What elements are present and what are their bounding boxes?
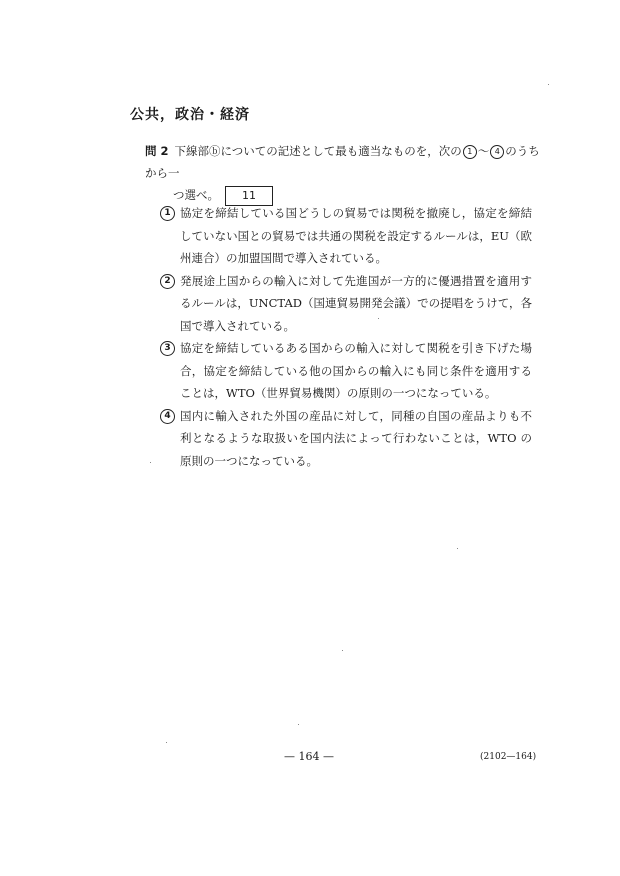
question-text-before: 下線部ⓑについての記述として最も適当なものを，次の — [174, 144, 462, 158]
option-text: 協定を締結しているある国からの輸入に対して関税を引き下げた場合，協定を締結している他の国からの輸入にも同じ条件を適用することは，WTO（世界貿易機関）の原則の一つになっている。 — [180, 341, 532, 400]
option-2 — [160, 270, 532, 338]
scan-speck — [378, 318, 379, 319]
option-number: 2 — [160, 274, 175, 289]
option-text: 発展途上国からの輸入に対して先進国が一方的に優遇措置を適用するルールは，UNCTAD（国連貿易開発会議）での提唱をうけて，各国で導入されている。 — [180, 273, 532, 333]
option-3 — [160, 337, 532, 405]
question-text-line2: つ選べ。 — [173, 188, 219, 202]
answer-number-box: 11 — [225, 186, 273, 206]
question-text-after: のうちから一 — [145, 144, 540, 180]
scan-speck — [150, 462, 151, 463]
scan-speck — [298, 724, 299, 725]
question-label: 問 2 — [145, 144, 169, 158]
range-separator: ～ — [477, 144, 490, 158]
question-2 — [145, 140, 540, 206]
option-text: 協定を締結している国どうしの貿易では関税を撤廃し，協定を締結していない国との貿易では共通の関税を設定するルールは，EU（欧州連合）の加盟国間で導入されている。 — [180, 206, 532, 265]
scan-speck — [548, 84, 549, 85]
option-number: 4 — [160, 409, 175, 424]
answer-options — [160, 202, 532, 472]
scan-speck — [166, 742, 167, 743]
section-title: 公共，政治・経済 — [130, 107, 250, 123]
option-text: 国内に輸入された外国の産品に対して，同種の自国の産品よりも不利となるような取扱いを国内法によって行わないことは，WTO の原則の一つになっている。 — [180, 408, 532, 468]
exam-code: (2102—164) — [480, 752, 537, 762]
scan-speck — [342, 650, 343, 651]
range-start-mark: 1 — [463, 145, 477, 159]
scan-speck — [457, 548, 458, 549]
range-end-mark: 4 — [490, 145, 504, 159]
option-1 — [160, 202, 532, 270]
option-4 — [160, 405, 532, 473]
option-number: 1 — [160, 206, 175, 221]
question-line-1 — [145, 140, 540, 184]
page-number: — 164 — — [284, 750, 334, 763]
option-number: 3 — [160, 341, 175, 356]
